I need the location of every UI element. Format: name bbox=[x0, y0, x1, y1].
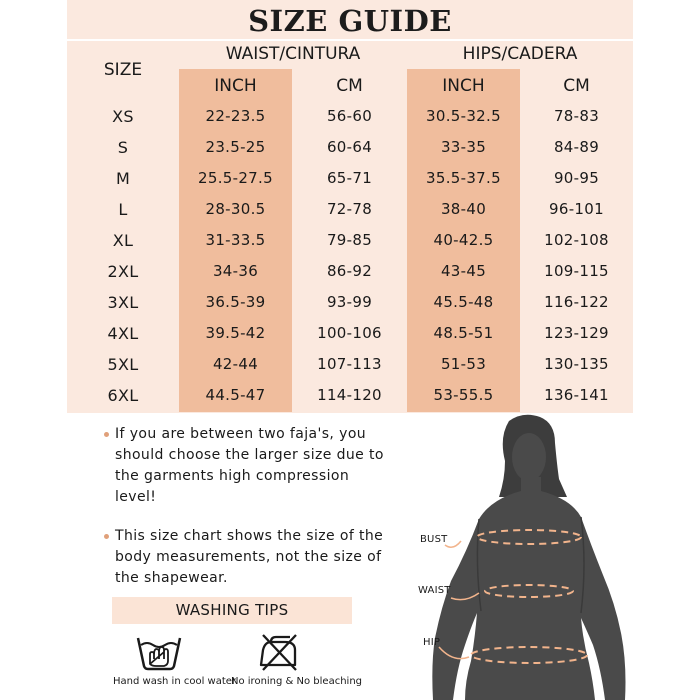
size-cell: S bbox=[117, 138, 129, 157]
hips-cm-cell: 96-101 bbox=[549, 200, 604, 218]
size-header: SIZE bbox=[103, 60, 143, 80]
body-silhouette-illustration bbox=[395, 413, 700, 700]
waist-inch-cell: 28-30.5 bbox=[205, 200, 266, 218]
hip-label: HIP bbox=[423, 637, 441, 648]
hips-cm-cell: 109-115 bbox=[544, 262, 609, 280]
waist-cm-cell: 93-99 bbox=[326, 293, 373, 311]
hips-inch-cell: 30.5-32.5 bbox=[426, 107, 501, 125]
note-text: This size chart shows the size of the body measurements, not the size of the shapewear. bbox=[115, 528, 384, 586]
waist-cm-cell: 60-64 bbox=[326, 138, 373, 156]
hips-inch-cell: 53-55.5 bbox=[433, 386, 494, 404]
bullet-dot bbox=[104, 534, 109, 539]
hand-wash-icon bbox=[136, 632, 182, 672]
size-cell: 2XL bbox=[107, 262, 139, 281]
waist-cm-cell: 56-60 bbox=[326, 107, 373, 125]
hand-wash-caption: Hand wash in cool water bbox=[113, 676, 237, 687]
table-row bbox=[67, 194, 633, 225]
size-cell: 4XL bbox=[107, 324, 139, 343]
body-shape bbox=[432, 477, 625, 700]
hips-header: HIPS/CADERA bbox=[462, 44, 578, 64]
waist-inch-cell: 31-33.5 bbox=[205, 231, 266, 249]
waist-inch-cell: 42-44 bbox=[212, 355, 259, 373]
hips-cm-cell: 123-129 bbox=[544, 324, 609, 342]
waist-cm-cell: 114-120 bbox=[317, 386, 382, 404]
bust-label: BUST bbox=[420, 534, 448, 545]
hips-inch-cell: 43-45 bbox=[440, 262, 487, 280]
table-row bbox=[67, 101, 633, 132]
size-cell: L bbox=[118, 200, 128, 219]
hips-inch-header: INCH bbox=[442, 76, 485, 96]
hips-inch-cell: 38-40 bbox=[440, 200, 487, 218]
no-iron-caption: No ironing & No bleaching bbox=[231, 676, 363, 687]
waist-inch-cell: 36.5-39 bbox=[205, 293, 266, 311]
hips-inch-cell: 45.5-48 bbox=[433, 293, 494, 311]
hips-cm-cell: 90-95 bbox=[553, 169, 600, 187]
title-divider bbox=[67, 39, 633, 41]
table-row bbox=[67, 225, 633, 256]
table-row bbox=[67, 287, 633, 318]
waist-inch-cell: 22-23.5 bbox=[205, 107, 266, 125]
no-iron-no-bleach-icon bbox=[257, 632, 301, 672]
size-cell: XL bbox=[112, 231, 134, 250]
table-row bbox=[67, 256, 633, 287]
hips-inch-cell: 33-35 bbox=[440, 138, 487, 156]
waist-cm-cell: 79-85 bbox=[326, 231, 373, 249]
hips-cm-cell: 116-122 bbox=[544, 293, 609, 311]
washing-tips-title: WASHING TIPS bbox=[112, 597, 352, 624]
size-cell: 5XL bbox=[107, 355, 139, 374]
note-larger-size bbox=[104, 424, 384, 508]
table-row bbox=[67, 132, 633, 163]
hips-cm-cell: 84-89 bbox=[553, 138, 600, 156]
waist-cm-cell: 72-78 bbox=[326, 200, 373, 218]
size-cell: 6XL bbox=[107, 386, 139, 405]
hips-cm-cell: 136-141 bbox=[544, 386, 609, 404]
table-row bbox=[67, 349, 633, 380]
waist-inch-cell: 39.5-42 bbox=[205, 324, 266, 342]
hips-cm-cell: 78-83 bbox=[553, 107, 600, 125]
waist-header: WAIST/CINTURA bbox=[225, 44, 361, 64]
page-title: SIZE GUIDE bbox=[248, 4, 452, 38]
waist-cm-cell: 100-106 bbox=[317, 324, 382, 342]
waist-inch-cell: 34-36 bbox=[212, 262, 259, 280]
table-row bbox=[67, 318, 633, 349]
waist-label: WAIST bbox=[418, 585, 451, 596]
note-text: If you are between two faja's, you should choose the larger size due to the garments high compression level! bbox=[115, 426, 384, 505]
waist-inch-header: INCH bbox=[214, 76, 257, 96]
waist-cm-cell: 86-92 bbox=[326, 262, 373, 280]
size-guide-table bbox=[67, 0, 633, 413]
head-shape bbox=[512, 433, 546, 481]
note-body-measurements bbox=[104, 526, 384, 589]
size-cell: 3XL bbox=[107, 293, 139, 312]
hips-cm-cell: 130-135 bbox=[544, 355, 609, 373]
waist-cm-header: CM bbox=[336, 76, 363, 96]
size-cell: M bbox=[115, 169, 131, 188]
table-row bbox=[67, 163, 633, 194]
hips-cm-header: CM bbox=[563, 76, 590, 96]
hips-inch-cell: 40-42.5 bbox=[433, 231, 494, 249]
waist-inch-cell: 44.5-47 bbox=[205, 386, 266, 404]
size-cell: XS bbox=[112, 107, 134, 126]
waist-inch-cell: 23.5-25 bbox=[205, 138, 266, 156]
waist-cm-cell: 107-113 bbox=[317, 355, 382, 373]
waist-inch-cell: 25.5-27.5 bbox=[198, 169, 273, 187]
hips-inch-cell: 35.5-37.5 bbox=[426, 169, 501, 187]
waist-cm-cell: 65-71 bbox=[326, 169, 373, 187]
hips-inch-cell: 51-53 bbox=[440, 355, 487, 373]
bullet-dot bbox=[104, 432, 109, 437]
hips-inch-cell: 48.5-51 bbox=[433, 324, 494, 342]
hips-cm-cell: 102-108 bbox=[544, 231, 609, 249]
table-row bbox=[67, 380, 633, 411]
